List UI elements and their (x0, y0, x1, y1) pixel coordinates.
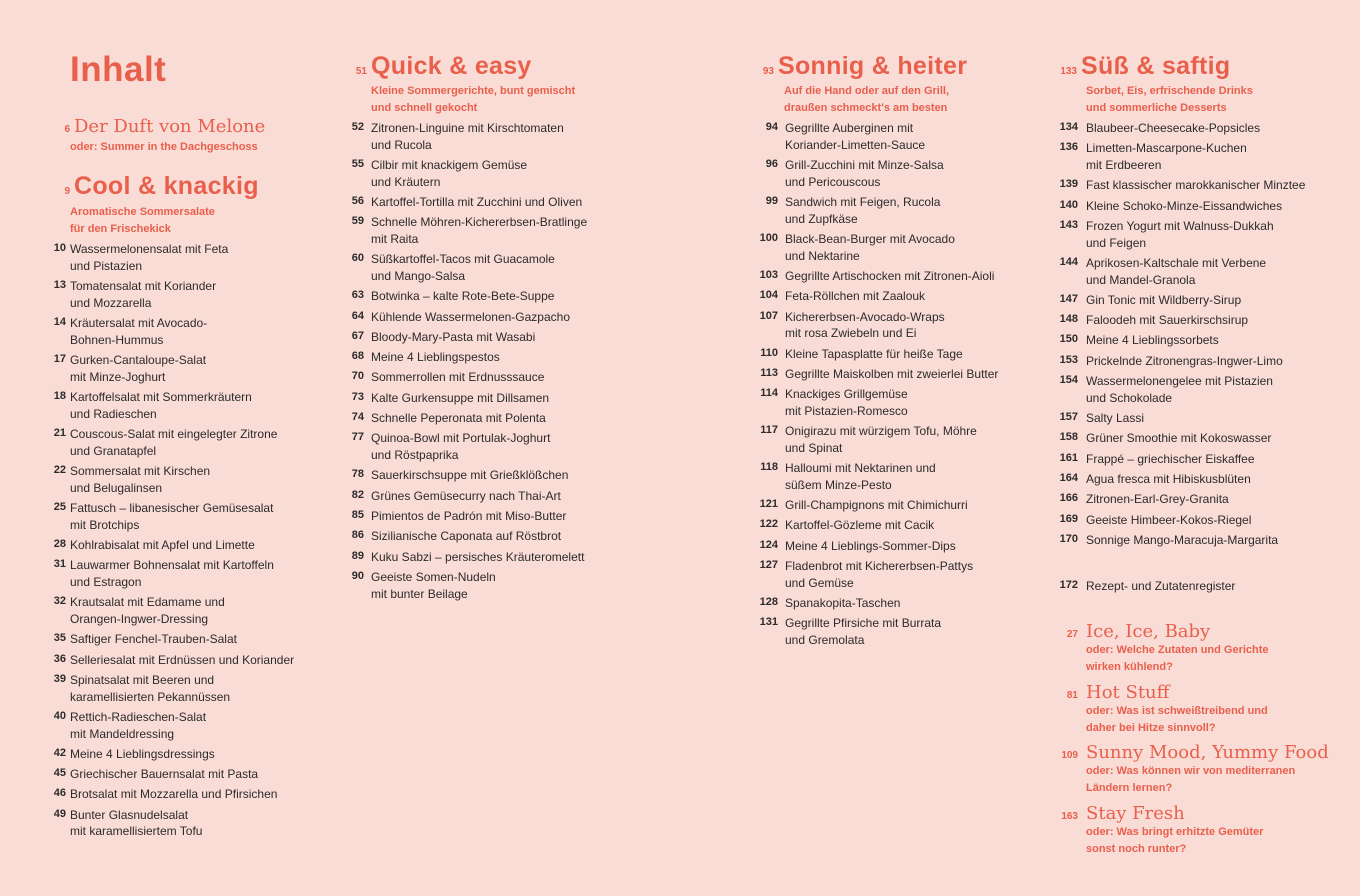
page-number: 117 (760, 424, 778, 437)
entry-title: Zitronen-Earl-Grey-Granita (1086, 492, 1229, 507)
page-number: 128 (759, 596, 778, 609)
page-number: 90 (351, 569, 364, 582)
register-entry[interactable] (1055, 578, 1235, 595)
entry-title: Süßkartoffel-Tacos mit Guacamole und Mango-Salsa (371, 252, 555, 283)
page-number: 21 (53, 427, 66, 439)
toc-entry[interactable] (752, 346, 1032, 363)
page-number: 25 (53, 501, 66, 513)
toc-entry[interactable] (1055, 410, 1345, 427)
toc-entry[interactable] (345, 430, 645, 463)
section-subtitle: Auf die Hand oder auf den Grill, draußen schmeckt's am besten (784, 85, 950, 114)
section-heading[interactable] (1055, 52, 1230, 81)
toc-entry[interactable] (345, 488, 645, 505)
entry-title: Kartoffelsalat mit Sommerkräutern und Radieschen (70, 390, 252, 421)
page-number: 94 (765, 121, 778, 133)
toc-entry[interactable] (1055, 312, 1345, 329)
entry-title: Onigirazu mit würzigem Tofu, Möhre und Spinat (785, 424, 977, 455)
page-number: 6 (64, 124, 70, 135)
entry-title: Wassermelonengelee mit Pistazien und Schokolade (1086, 374, 1273, 405)
page-number: 40 (53, 709, 66, 722)
toc-entry[interactable] (48, 426, 318, 459)
entry-title: Limetten-Mascarpone-Kuchen mit Erdbeeren (1086, 141, 1247, 172)
toc-entry[interactable] (345, 120, 645, 153)
entry-title: Zitronen-Linguine mit Kirschtomaten und Rucola (371, 121, 564, 152)
toc-entry[interactable] (345, 369, 645, 386)
page-number: 35 (53, 632, 66, 645)
toc-entry[interactable] (752, 268, 1032, 285)
page-number: 22 (53, 464, 66, 476)
toc-entry[interactable] (48, 315, 318, 348)
page-number: 64 (351, 309, 364, 322)
toc-entry[interactable] (1055, 292, 1345, 309)
page-number: 110 (760, 346, 778, 359)
entry-title: Kräutersalat mit Avocado- Bohnen-Hummus (70, 316, 208, 347)
toc-entry[interactable] (1055, 451, 1345, 468)
toc-entry[interactable] (345, 194, 645, 211)
entry-list (345, 120, 645, 606)
page-number: 164 (1059, 471, 1078, 484)
page-number: 10 (53, 242, 66, 254)
entry-title: Frozen Yogurt mit Walnuss-Dukkah und Feigen (1086, 218, 1274, 250)
entry-title: Halloumi mit Nektarinen und süßem Minze-Pesto (785, 461, 936, 492)
toc-entry[interactable] (345, 214, 645, 247)
entry-title: Grünes Gemüsecurry nach Thai-Art (371, 488, 561, 503)
entry-title: Gegrillte Pfirsiche mit Burrata und Gremolata (785, 616, 942, 648)
page-number: 96 (765, 158, 778, 170)
entry-title: Meine 4 Lieblings-Sommer-Dips (785, 538, 956, 553)
toc-entry[interactable] (752, 366, 1032, 383)
feature-heading[interactable] (1055, 803, 1185, 824)
feature-title: Sunny Mood, Yummy Food (1086, 742, 1329, 763)
intro-chapter-heading[interactable] (48, 116, 265, 137)
entry-title: Griechischer Bauernsalat mit Pasta (70, 767, 259, 782)
feature-title: Ice, Ice, Baby (1086, 621, 1211, 642)
feature-heading[interactable] (1055, 742, 1329, 763)
page-number: 107 (759, 309, 778, 322)
entry-title: Schnelle Möhren-Kichererbsen-Bratlinge mit Raita (371, 215, 588, 246)
toc-entry[interactable] (48, 278, 318, 311)
section-title: Sonnig & heiter (778, 52, 968, 80)
entry-title: Kalte Gurkensuppe mit Dillsamen (371, 390, 550, 405)
page-number: 147 (1059, 292, 1078, 305)
toc-entry[interactable] (752, 615, 1032, 648)
entry-title: Kuku Sabzi – persisches Kräuteromelett (371, 549, 585, 564)
toc-entry[interactable] (345, 157, 645, 190)
page-title: Inhalt (70, 50, 167, 89)
entry-title: Frappé – griechischer Eiskaffee (1086, 451, 1255, 466)
page-number: 161 (1059, 451, 1078, 464)
toc-entry[interactable] (752, 517, 1032, 534)
page-number: 52 (351, 121, 364, 133)
toc-entry[interactable] (1055, 373, 1345, 406)
page-number: 100 (759, 232, 778, 244)
page-number: 39 (53, 672, 66, 685)
page-number: 104 (759, 289, 778, 302)
entry-title: Sauerkirschsuppe mit Grießklößchen (371, 468, 569, 483)
entry-title: Lauwarmer Bohnensalat mit Kartoffeln und Estragon (70, 558, 274, 589)
page-number: 139 (1059, 178, 1078, 191)
toc-entry[interactable] (48, 389, 318, 422)
toc-entry[interactable] (752, 460, 1032, 493)
toc-entry[interactable] (48, 241, 318, 274)
page-number: 148 (1059, 313, 1078, 326)
entry-title: Brotsalat mit Mozzarella und Pfirsichen (70, 787, 278, 802)
toc-entry[interactable] (345, 569, 645, 602)
page-number: 32 (53, 595, 66, 608)
page-number: 154 (1059, 374, 1078, 387)
toc-entry[interactable] (345, 528, 645, 545)
entry-title: Fladenbrot mit Kichererbsen-Pattys und Gemüse (785, 559, 974, 590)
page-number: 140 (1059, 198, 1078, 211)
entry-title: Knackiges Grillgemüse mit Pistazien-Romesco (785, 387, 908, 418)
toc-entry[interactable] (48, 463, 318, 496)
entry-title: Blaubeer-Cheesecake-Popsicles (1086, 121, 1261, 135)
toc-entry[interactable] (752, 386, 1032, 419)
toc-entry[interactable] (345, 309, 645, 326)
page-number: 169 (1059, 512, 1078, 525)
entry-title: Rettich-Radieschen-Salat mit Mandeldressing (70, 709, 207, 741)
entry-title: Gurken-Cantaloupe-Salat mit Minze-Joghurt (70, 353, 207, 384)
entry-list (1055, 120, 1345, 552)
toc-entry[interactable] (752, 157, 1032, 190)
feature-subtitle: oder: Was können wir von mediterranen Ländern lernen? (1086, 765, 1296, 794)
page-number: 166 (1059, 492, 1078, 505)
toc-entry[interactable] (48, 786, 318, 803)
entry-title: Bloody-Mary-Pasta mit Wasabi (371, 329, 536, 344)
page-number: 51 (355, 66, 367, 77)
feature-subtitle: oder: Welche Zutaten und Gerichte wirken kühlend? (1086, 644, 1269, 673)
entry-title: Kleine Schoko-Minze-Eissandwiches (1086, 198, 1283, 213)
toc-entry[interactable] (48, 672, 318, 705)
section-heading[interactable] (752, 52, 967, 81)
toc-entry[interactable] (48, 766, 318, 783)
chapter-subtitle: oder: Summer in the Dachgeschoss (70, 141, 258, 153)
page-number: 134 (1059, 121, 1078, 133)
entry-title: Tomatensalat mit Koriander und Mozzarella (70, 279, 217, 310)
page-number: 121 (759, 498, 778, 511)
entry-title: Black-Bean-Burger mit Avocado und Nektarine (785, 232, 955, 263)
page-number: 114 (760, 387, 778, 400)
entry-title: Meine 4 Lieblingspestos (371, 350, 500, 365)
entry-list (752, 120, 1032, 652)
page-number: 67 (351, 329, 364, 342)
toc-entry[interactable] (752, 538, 1032, 555)
page-number: 49 (53, 807, 66, 820)
page-number: 18 (53, 390, 66, 402)
page-number: 113 (760, 366, 778, 379)
entry-title: Pimientos de Padrón mit Miso-Butter (371, 508, 567, 523)
entry-title: Sandwich mit Feigen, Rucola und Zupfkäse (785, 195, 941, 226)
toc-entry[interactable] (1055, 471, 1345, 488)
page-number: 93 (762, 66, 774, 77)
entry-title: Rezept- und Zutatenregister (1086, 579, 1236, 593)
entry-title: Meine 4 Lieblingssorbets (1086, 333, 1219, 348)
page-number: 77 (351, 431, 364, 444)
toc-entry[interactable] (48, 557, 318, 590)
entry-title: Fast klassischer marokkanischer Minztee (1086, 178, 1306, 193)
entry-title: Spinatsalat mit Beeren und karamellisierten Pekannüssen (70, 672, 231, 704)
section-subtitle: Aromatische Sommersalate für den Frischekick (70, 206, 215, 235)
page-number: 31 (53, 558, 66, 571)
section-heading[interactable] (48, 172, 259, 201)
entry-title: Selleriesalat mit Erdnüssen und Koriander (70, 652, 295, 667)
toc-entry[interactable] (48, 652, 318, 669)
toc-entry[interactable] (345, 390, 645, 407)
page-number: 150 (1059, 333, 1078, 346)
entry-title: Bunter Glasnudelsalat mit karamellisiertem Tofu (70, 807, 203, 839)
page-number: 55 (351, 158, 364, 170)
page-number: 99 (765, 195, 778, 207)
page-number: 17 (53, 353, 66, 365)
entry-title: Sizilianische Caponata auf Röstbrot (371, 529, 562, 544)
toc-entry[interactable] (752, 558, 1032, 591)
page-number: 118 (760, 461, 778, 474)
entry-title: Feta-Röllchen mit Zaalouk (785, 289, 926, 304)
entry-title: Botwinka – kalte Rote-Bete-Suppe (371, 289, 555, 304)
page-number: 89 (351, 549, 364, 562)
entry-title: Kartoffel-Gözleme mit Cacik (785, 518, 935, 533)
page-number: 170 (1059, 532, 1078, 545)
toc-entry[interactable] (752, 194, 1032, 227)
entry-title: Grill-Champignons mit Chimichurri (785, 498, 968, 513)
toc-entry[interactable] (345, 349, 645, 366)
entry-title: Gegrillte Artischocken mit Zitronen-Aioli (785, 269, 995, 283)
toc-entry[interactable] (1055, 120, 1345, 137)
page-number: 124 (759, 538, 778, 551)
page-number: 28 (53, 538, 66, 550)
entry-title: Saftiger Fenchel-Trauben-Salat (70, 632, 237, 647)
entry-title: Cilbir mit knackigem Gemüse und Kräutern (371, 158, 528, 189)
entry-title: Sonnige Mango-Maracuja-Margarita (1086, 532, 1279, 547)
entry-title: Faloodeh mit Sauerkirschsirup (1086, 313, 1249, 328)
entry-title: Salty Lassi (1086, 411, 1145, 426)
page-number: 46 (53, 787, 66, 800)
page-number: 56 (351, 195, 364, 207)
toc-entry[interactable] (48, 594, 318, 627)
page-number: 85 (351, 508, 364, 521)
entry-title: Agua fresca mit Hibiskusblüten (1086, 471, 1251, 486)
page-number: 122 (759, 518, 778, 531)
feature-heading[interactable] (1055, 682, 1169, 703)
entry-title: Wassermelonensalat mit Feta und Pistazien (70, 242, 229, 273)
page-number: 27 (1066, 629, 1078, 640)
toc-entry[interactable] (345, 410, 645, 427)
entry-title: Kartoffel-Tortilla mit Zucchini und Oliven (371, 195, 583, 209)
page-number: 86 (351, 529, 364, 542)
toc-entry[interactable] (752, 309, 1032, 342)
entry-title: Meine 4 Lieblingsdressings (70, 746, 215, 761)
page-number: 163 (1061, 811, 1078, 822)
toc-entry[interactable] (48, 352, 318, 385)
feature-heading[interactable] (1055, 621, 1210, 642)
page-number: 42 (53, 746, 66, 759)
entry-title: Kohlrabisalat mit Apfel und Limette (70, 538, 255, 552)
toc-entry[interactable] (48, 631, 318, 648)
page-number: 78 (351, 468, 364, 481)
toc-entry[interactable] (752, 231, 1032, 264)
page-number: 172 (1059, 579, 1078, 591)
page-number: 109 (1061, 750, 1078, 761)
section-subtitle: Kleine Sommergerichte, bunt gemischt und schnell gekocht (371, 85, 576, 114)
page-number: 81 (1066, 690, 1078, 701)
page-number: 14 (53, 316, 66, 328)
toc-entry[interactable] (1055, 512, 1345, 529)
toc-entry[interactable] (345, 467, 645, 484)
toc-entry[interactable] (48, 709, 318, 742)
page-number: 153 (1059, 353, 1078, 366)
page-number: 144 (1059, 255, 1078, 268)
toc-entry[interactable] (48, 500, 318, 533)
toc-entry[interactable] (1055, 532, 1345, 549)
page-number: 133 (1060, 66, 1077, 77)
entry-title: Krautsalat mit Edamame und Orangen-Ingwer-Dressing (70, 595, 225, 626)
toc-entry[interactable] (345, 329, 645, 346)
entry-title: Kleine Tapasplatte für heiße Tage (785, 346, 963, 361)
entry-title: Sommerrollen mit Erdnusssauce (371, 370, 545, 385)
entry-title: Couscous-Salat mit eingelegter Zitrone und Granatapfel (70, 427, 278, 458)
toc-entry[interactable] (345, 251, 645, 284)
feature-subtitle: oder: Was ist schweißtreibend und daher bei Hitze sinnvoll? (1086, 705, 1268, 734)
page-number: 158 (1059, 431, 1078, 444)
section-title: Süß & saftig (1081, 52, 1231, 80)
toc-entry[interactable] (752, 288, 1032, 305)
toc-entry[interactable] (1055, 218, 1345, 251)
toc-entry[interactable] (1055, 255, 1345, 288)
entry-title: Spanakopita-Taschen (785, 596, 901, 611)
feature-title: Hot Stuff (1086, 682, 1170, 703)
section-heading[interactable] (345, 52, 532, 81)
entry-title: Gegrillte Maiskolben mit zweierlei Butter (785, 366, 999, 381)
entry-title: Gin Tonic mit Wildberry-Sirup (1086, 292, 1242, 307)
toc-entry[interactable] (48, 537, 318, 554)
entry-title: Geeiste Himbeer-Kokos-Riegel (1086, 512, 1252, 527)
page-number: 63 (351, 289, 364, 302)
toc-entry[interactable] (1055, 140, 1345, 173)
entry-title: Quinoa-Bowl mit Portulak-Joghurt und Röstpaprika (371, 431, 551, 463)
entry-title: Prickelnde Zitronengras-Ingwer-Limo (1086, 353, 1283, 368)
page-number: 60 (351, 252, 364, 265)
page-number: 9 (64, 186, 70, 197)
page-number: 103 (759, 269, 778, 281)
section-subtitle: Sorbet, Eis, erfrischende Drinks und sommerliche Desserts (1086, 85, 1253, 114)
toc-entry[interactable] (752, 120, 1032, 153)
toc-entry[interactable] (345, 549, 645, 566)
entry-title: Gegrillte Auberginen mit Koriander-Limetten-Sauce (785, 121, 926, 152)
toc-entry[interactable] (1055, 198, 1345, 215)
page-number: 73 (351, 390, 364, 403)
page-number: 68 (351, 350, 364, 363)
entry-title: Geeiste Somen-Nudeln mit bunter Beilage (371, 569, 496, 601)
page-number: 143 (1059, 218, 1078, 231)
toc-entry[interactable] (1055, 353, 1345, 370)
chapter-title: Der Duft von Melone (74, 116, 266, 137)
feature-title: Stay Fresh (1086, 803, 1185, 824)
toc-entry[interactable] (1055, 491, 1345, 508)
entry-list (48, 241, 318, 844)
toc-entry[interactable] (752, 497, 1032, 514)
entry-title: Aprikosen-Kaltschale mit Verbene und Mandel-Granola (1086, 255, 1267, 287)
page-number: 59 (351, 215, 364, 228)
entry-title: Schnelle Peperonata mit Polenta (371, 411, 546, 426)
entry-title: Fattusch – libanesischer Gemüsesalat mit Brotchips (70, 501, 274, 532)
page-number: 74 (351, 411, 364, 424)
page-number: 136 (1059, 141, 1078, 154)
toc-entry[interactable] (1055, 177, 1345, 194)
toc-entry[interactable] (1055, 332, 1345, 349)
page-number: 127 (759, 559, 778, 572)
section-title: Cool & knackig (74, 172, 259, 200)
toc-entry[interactable] (345, 508, 645, 525)
page-number: 36 (53, 652, 66, 665)
page-number: 45 (53, 767, 66, 780)
entry-title: Grüner Smoothie mit Kokoswasser (1086, 431, 1272, 446)
toc-entry[interactable] (752, 423, 1032, 456)
toc-entry[interactable] (48, 746, 318, 763)
entry-title: Grill-Zucchini mit Minze-Salsa und Pericouscous (785, 158, 944, 189)
page-number: 82 (351, 488, 364, 501)
feature-subtitle: oder: Was bringt erhitzte Gemüter sonst noch runter? (1086, 826, 1264, 855)
section-title: Quick & easy (371, 52, 532, 80)
toc-entry[interactable] (752, 595, 1032, 612)
toc-entry[interactable] (345, 288, 645, 305)
entry-title: Sommersalat mit Kirschen und Belugalinsen (70, 464, 211, 495)
entry-title: Kichererbsen-Avocado-Wraps mit rosa Zwiebeln und Ei (785, 309, 945, 341)
page-number: 157 (1059, 411, 1078, 424)
toc-entry[interactable] (1055, 430, 1345, 447)
toc-entry[interactable] (48, 807, 318, 840)
page-number: 13 (53, 279, 66, 291)
page-number: 131 (759, 616, 778, 629)
entry-title: Kühlende Wassermelonen-Gazpacho (371, 309, 571, 324)
page-number: 70 (351, 370, 364, 383)
